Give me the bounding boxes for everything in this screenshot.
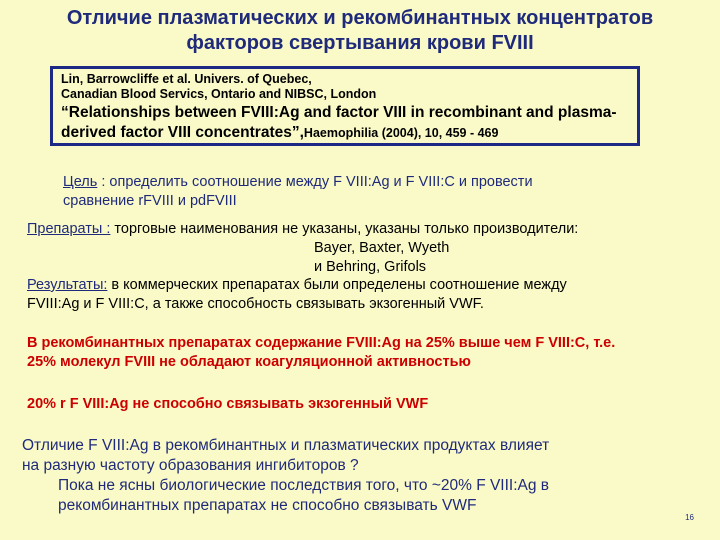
reference-institutions: Canadian Blood Servics, Ontario and NIBSC, London xyxy=(61,87,377,101)
article-title-line-1: “Relationships between FVIII:Ag and factor VIII in recombinant and plasma- xyxy=(61,104,617,121)
manufacturers-line-1: Bayer, Baxter, Wyeth xyxy=(314,240,450,256)
conclusion-line-2: на разную частоту образования ингибиторов ? xyxy=(22,457,359,474)
goal-section xyxy=(63,173,663,211)
conclusion-line-1: Отличие F VIII:Ag в рекомбинантных и плазматических продуктах влияет xyxy=(22,437,550,454)
results-section xyxy=(27,276,707,314)
preparations-section xyxy=(27,220,707,277)
conclusion-line-3: Пока не ясны биологические последствия того, что ~20% F VIII:Ag в xyxy=(58,477,550,494)
preparations-label: Препараты : xyxy=(27,221,111,237)
page-number: 16 xyxy=(685,513,694,522)
results-line-1 xyxy=(27,276,707,295)
reference-authors: Lin, Barrowcliffe et al. Univers. of Quebec, xyxy=(61,72,312,86)
article-title-end: derived factor VIII concentrates”, xyxy=(61,124,304,141)
finding-1-line-2: 25% молекул FVIII не обладают коагуляционной активностью xyxy=(27,354,471,370)
reference-article-title xyxy=(61,103,629,143)
goal-line-2: сравнение rFVIII и pdFVIII xyxy=(63,193,237,209)
results-text-1: в коммерческих препаратах были определены соотношение между xyxy=(107,277,567,293)
conclusion-section xyxy=(22,436,702,516)
reference-journal: Haemophilia (2004), 10, 459 - 469 xyxy=(303,126,499,140)
goal-text-1: : определить соотношение между F VIII:Ag и F VIII:C и провести xyxy=(97,174,533,190)
results-label: Результаты: xyxy=(27,277,108,293)
article-title-line-2 xyxy=(61,123,629,143)
manufacturers-line-2: и Behring, Grifols xyxy=(314,259,427,275)
finding-2 xyxy=(27,395,707,414)
goal-line-1 xyxy=(63,173,663,192)
goal-label: Цель xyxy=(63,174,98,190)
title-line-2: факторов свертывания крови FVIII xyxy=(186,32,534,54)
finding-1-line-1: В рекомбинантных препаратах содержание FVIII:Ag на 25% выше чем F VIII:C, т.е. xyxy=(27,335,616,351)
slide-title xyxy=(0,6,720,56)
conclusion-line-4: рекомбинантных препаратах не способно связывать VWF xyxy=(58,497,477,514)
results-line-2: FVIII:Ag и F VIII:C, а также способность связывать экзогенный VWF. xyxy=(27,296,484,312)
preparations-line-1 xyxy=(27,220,707,239)
finding-1 xyxy=(27,334,707,372)
finding-2-line-1: 20% r F VIII:Ag не способно связывать экзогенный VWF xyxy=(27,396,429,412)
title-line-1: Отличие плазматических и рекомбинантных концентратов xyxy=(66,7,654,29)
preparations-text: торговые наименования не указаны, указаны только производители: xyxy=(110,221,579,237)
reference-box xyxy=(50,66,640,146)
